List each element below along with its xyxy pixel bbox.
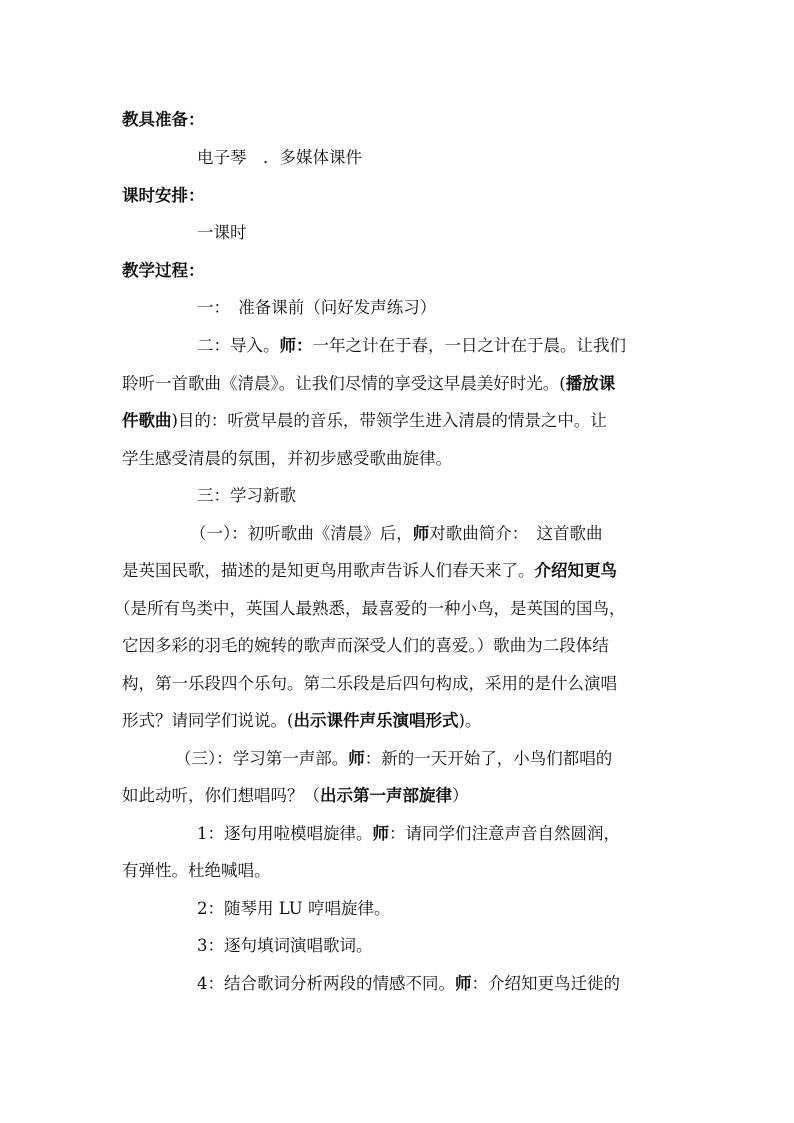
point-2: 2：随琴用 LU 哼唱旋律。 [197,899,391,918]
point-1-text: ：请同学们注意声音自然圆润， [389,824,620,843]
sub-3-line-2 [122,786,469,806]
step-2-bold: 播放课 [565,374,616,393]
sub-3-text: ：新的一天开始了，小鸟们都唱的 [364,749,613,768]
point-4-text: 4：结合歌词分析两段的情感不同。 [197,974,455,993]
step-2-text: 一年之计在于春，一日之计在于晨。让我们 [312,336,626,355]
sub-1-text: )。 [458,711,482,730]
teacher-label: 师 [455,974,472,993]
sub-1-bold: 出示课件声乐演唱形式 [293,711,459,730]
sub-1-text: 形式？请同学们说说。( [122,711,294,730]
step-2-line-2 [122,374,615,394]
sub-3-text: ） [452,786,469,805]
sub-1-line-2 [122,561,617,581]
sub-1-line-4: 它因多彩的羽毛的婉转的歌声而深受人们的喜爱。）歌曲为二段体结 [122,636,609,655]
teacher-label: 师 [348,749,365,768]
point-3: 3：逐句填词演唱歌词。 [197,936,373,955]
sub-3-text: （三）：学习第一声部。 [175,749,349,768]
step-2-line-3 [122,411,607,431]
sub-1-text: 对歌曲简介： 这首歌曲 [429,524,603,543]
tools-list: 电子琴 ．多媒体课件 [197,148,362,167]
time-heading: 课时安排： [122,186,205,205]
step-2-line-4: 学生感受清晨的氛围，并初步感受歌曲旋律。 [122,449,452,468]
point-1-line-1 [197,824,620,844]
teacher-label: 师 [412,524,430,543]
step-3: 三：学习新歌 [197,486,296,505]
time-value: 一课时 [197,223,247,242]
step-1: 一： 准备课前（问好发声练习） [197,298,437,317]
sub-1-line-6 [122,711,481,731]
step-2-bold: 件歌曲 [122,411,172,430]
point-4-text: ：介绍知更鸟迁徙的 [471,974,620,993]
step-2-text: )目的：听赏早晨的音乐，带领学生进入清晨的情景之中。让 [171,411,607,430]
sub-1-line-3: （是所有鸟类中，英国人最熟悉，最喜爱的一种小鸟，是英国的国鸟， [114,599,626,618]
step-2-line-1 [197,336,626,356]
sub-1-line-1 [190,524,603,544]
sub-3-line-1 [175,749,612,769]
sub-3-text: 如此动听，你们想唱吗？（ [122,786,320,805]
tools-heading: 教具准备： [122,110,205,129]
sub-3-bold: 出示第一声部旋律 [320,786,452,805]
step-2-label: 二：导入。 [197,336,280,355]
process-heading: 教学过程： [122,261,205,280]
sub-1-bold: 介绍知更鸟 [534,561,617,580]
point-1-line-2: 有弹性。杜绝喊唱。 [122,861,271,880]
teacher-label: 师： [279,336,313,355]
step-2-text: 聆听一首歌曲《清晨》。让我们尽情的享受这早晨美好时光。( [122,374,566,393]
point-4-line-1 [197,974,620,994]
sub-1-line-5: 构，第一乐段四个乐句。第二乐段是后四句构成，采用的是什么演唱 [122,674,617,693]
point-1-text: 1：逐句用啦模唱旋律。 [197,824,373,843]
sub-1-text: （一）：初听歌曲《清晨》后， [190,524,413,543]
sub-1-text: 是英国民歌，描述的是知更鸟用歌声告诉人们春天来了。 [122,561,535,580]
teacher-label: 师 [372,824,389,843]
